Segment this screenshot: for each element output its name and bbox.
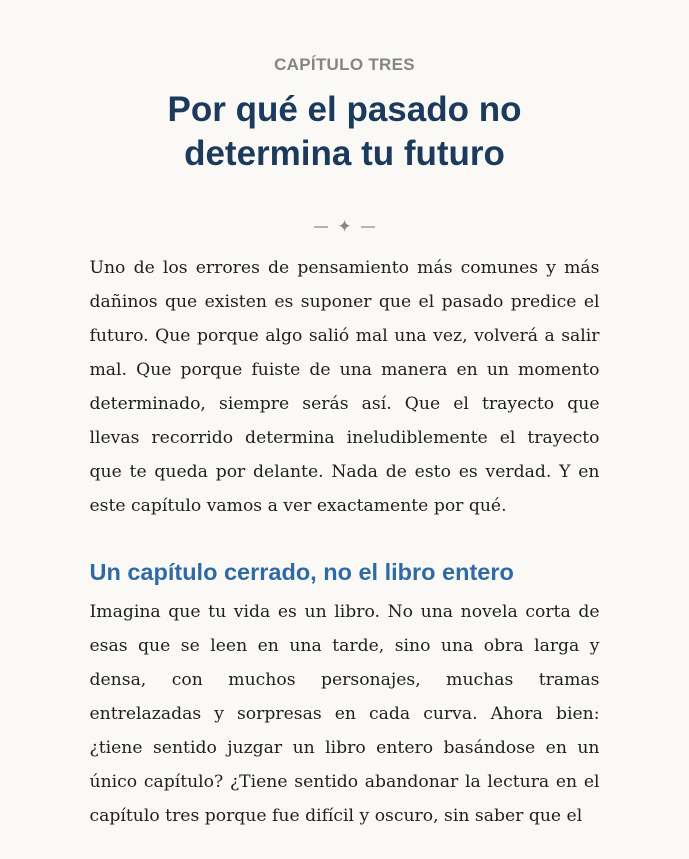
divider-dash-left	[314, 226, 328, 228]
section-divider-ornament	[90, 216, 600, 236]
chapter-title-line-2: determina tu futuro	[184, 134, 505, 173]
divider-dash-right	[361, 226, 375, 228]
four-point-star-icon: ✦	[337, 216, 352, 237]
section-heading: Un capítulo cerrado, no el libro entero	[89, 559, 514, 585]
chapter-title-line-1: Por qué el pasado no	[167, 90, 522, 129]
section-paragraph: Imagina que tu vida es un libro. No una novela corta de esas que se leen en una tarde, sino una obra larga y densa, con muchos personajes, muchas tramas entrelazadas y sorpresas en cada curva. Ahora bien: ¿tiene sentido juzgar un libro entero basándose en un único capítulo? ¿Tiene sentido abandonar la lectura en el capítulo tres porque fue difícil y oscuro, sin saber que el	[89, 602, 600, 826]
chapter-title	[90, 88, 600, 176]
intro-paragraph: Uno de los errores de pensamiento más comunes y más dañinos que existen es suponer que el pasado predice el futuro. Que porque algo salió mal una vez, volverá a salir mal. Que porque fuiste de una manera en un momento determinado, siempre serás así. Que el trayecto que llevas recorrido determina ineludiblemente el trayecto que te queda por delante. Nada de esto es verdad. Y en este capítulo vamos a ver exactamente por qué.	[89, 258, 600, 516]
chapter-label: CAPÍTULO TRES	[274, 55, 415, 74]
chapter-page	[90, 0, 600, 833]
